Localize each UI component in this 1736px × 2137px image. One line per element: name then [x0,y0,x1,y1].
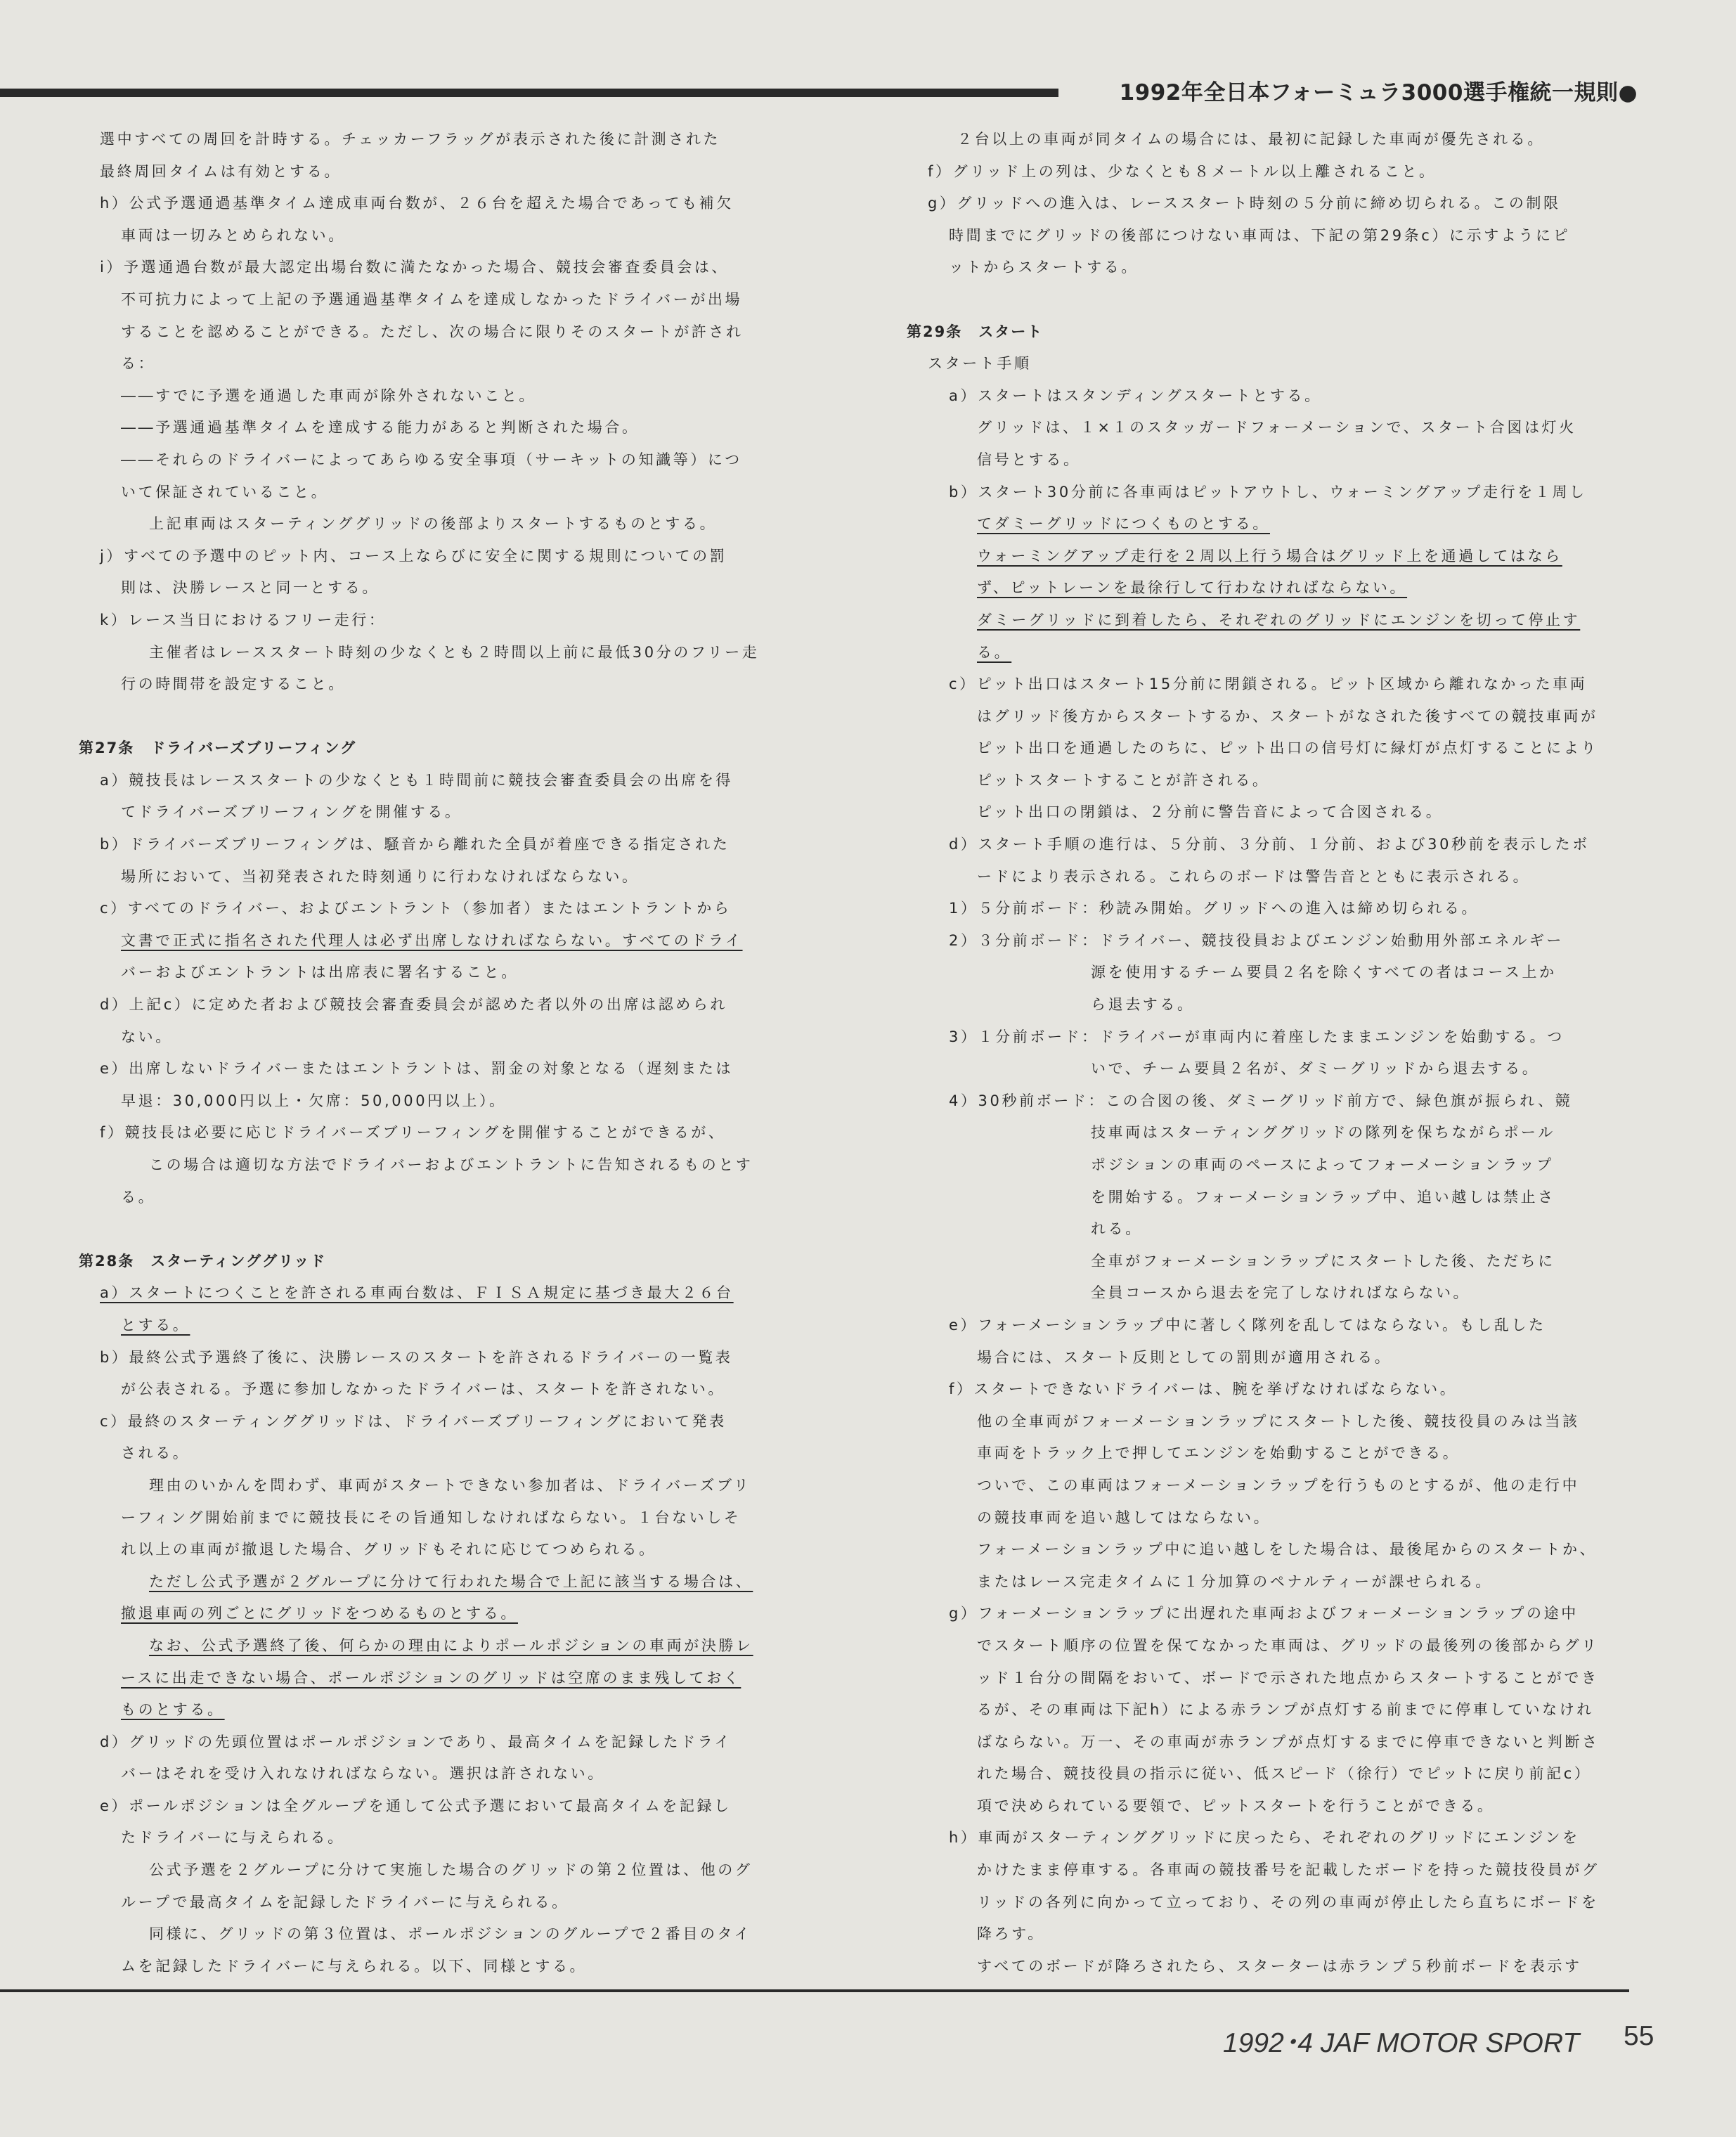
text-line: れた場合、競技役員の指示に従い、低スピード（徐行）でピットに戻り前記c） [977,1765,1592,1783]
text-line: たドライバーに与えられる。 [121,1829,345,1847]
text-line: することを認めることができる。ただし、次の場合に限りそのスタートが許され [121,323,744,340]
text-line: ポジションの車両のペースによってフォーメーションラップ [1091,1156,1554,1173]
text-line: ーフィング開始前までに競技長にその旨通知しなければならない。１台ないしそ [121,1509,741,1526]
text-line: 他の全車両がフォーメーションラップにスタートした後、競技役員のみは当該 [977,1412,1580,1430]
text-line: b）スタート30分前に各車両はピットアウトし、ウォーミングアップ走行を１周し [949,483,1587,501]
text-line: が公表される。予選に参加しなかったドライバーは、スタートを許されない。 [121,1381,725,1398]
text-line: 4）30秒前ボード：この合図の後、ダミーグリッド前方で、緑色旗が振られ、競 [949,1092,1573,1109]
header-rule [0,89,1058,97]
text-line: いで、チーム要員２名が、ダミーグリッドから退去する。 [1091,1060,1540,1078]
footer-magazine-title: 1992･4 JAF MOTOR SPORT [1223,2028,1580,2058]
text-line: スタート手順 [928,355,1032,373]
text-line: i）予選通過台数が最大認定出場台数に満たなかった場合、競技会審査委員会は、 [100,259,730,276]
text-line: ものとする。 [121,1701,225,1719]
text-line: る。 [121,1188,156,1206]
text-line: ――予選通過基準タイムを達成する能力があると判断された場合。 [121,419,640,437]
text-line: 同様に、グリッドの第３位置は、ポールポジションのグループで２番目のタイ [149,1925,752,1943]
text-line: 主催者はレーススタート時刻の少なくとも２時間以上前に最低30分のフリー走 [149,643,760,661]
text-line: 不可抗力によって上記の予選通過基準タイムを達成しなかったドライバーが出場 [121,290,743,308]
text-line: グリッドは、１×１のスタッガードフォーメーションで、スタート合図は灯火 [977,419,1576,437]
text-line: 技車両はスターティンググリッドの隊列を保ちながらポール [1091,1124,1555,1142]
text-line: かけたまま停車する。各車両の競技番号を記載したボードを持った競技役員がグ [977,1861,1600,1879]
text-line: される。 [121,1445,190,1462]
text-line: とする。 [121,1316,190,1334]
text-line: d）上記c）に定めた者および競技会審査委員会が認めた者以外の出席は認められ [100,996,728,1014]
text-line: 文書で正式に指名された代理人は必ず出席しなければならない。すべてのドライ [121,931,743,949]
text-line: b）最終公式予選終了後に、決勝レースのスタートを許されるドライバーの一覧表 [100,1348,733,1366]
text-line: ばならない。万一、その車両が赤ランプが点灯するまでに停車できないと判断さ [977,1733,1600,1750]
spacer [79,701,810,733]
text-line: e）フォーメーションラップ中に著しく隊列を乱してはならない。もし乱した [949,1316,1546,1334]
text-line: ただし公式予選が２グループに分けて行われた場合で上記に該当する場合は、 [149,1573,753,1590]
spacer [79,1213,810,1246]
text-line: a）スタートにつくことを許される車両台数は、ＦＩＳＡ規定に基づき最大２６台 [100,1284,734,1302]
text-line: 選中すべての周回を計時する。チェッカーフラッグが表示された後に計測された [100,131,721,148]
left-column [79,124,810,1982]
text-line: j）すべての予選中のピット内、コース上ならびに安全に関する規則についての罰 [100,547,727,564]
text-line: ら退去する。 [1091,996,1195,1014]
text-line: 全員コースから退去を完了しなければならない。 [1091,1284,1471,1302]
text-line: でスタート順序の位置を保てなかった車両は、グリッドの最後列の後部からグリ [977,1636,1599,1654]
text-line: 理由のいかんを問わず、車両がスタートできない参加者は、ドライバーズブリ [149,1476,751,1494]
text-line: ピットスタートすることが許される。 [977,771,1270,789]
text-line: る。 [977,643,1012,661]
page-number: 55 [1624,2021,1654,2051]
text-line: d）スタート手順の進行は、５分前、３分前、１分前、および30秒前を表示したボ [949,836,1590,853]
text-line: を開始する。フォーメーションラップ中、追い越しは禁止さ [1091,1188,1555,1206]
text-line: てダミーグリッドにつくものとする。 [977,515,1270,533]
text-line: 項で決められている要領で、ピットスタートを行うことができる。 [977,1797,1495,1814]
text-line: ードにより表示される。これらのボードは警告音とともに表示される。 [977,867,1531,885]
text-line: 車両をトラック上で押してエンジンを始動することができる。 [977,1445,1460,1462]
text-line: ッド１台分の間隔をおいて、ボードで示された地点からスタートすることができ [977,1669,1599,1686]
text-line: a）スタートはスタンディングスタートとする。 [949,387,1322,404]
text-line: 最終周回タイムは有効とする。 [100,162,342,180]
text-line: れ以上の車両が撤退した場合、グリッドもそれに応じてつめられる。 [121,1541,656,1558]
text-line: 則は、決勝レースと同一とする。 [121,579,380,597]
text-line: 3）１分前ボード：ドライバーが車両内に着座したままエンジンを始動する。つ [949,1028,1565,1045]
text-line: 場合には、スタート反則としての罰則が適用される。 [977,1348,1392,1366]
text-line: なお、公式予選終了後、何らかの理由によりポールポジションの車両が決勝レ [149,1636,753,1654]
text-line: ２台以上の車両が同タイムの場合には、最初に記録した車両が優先される。 [957,131,1545,148]
text-line: ない。 [121,1028,173,1045]
text-line: ダミーグリッドに到着したら、それぞれのグリッドにエンジンを切って停止す [977,611,1581,628]
text-line: 上記車両はスターティンググリッドの後部よりスタートするものとする。 [149,515,718,533]
text-line: 全車がフォーメーションラップにスタートした後、ただちに [1091,1252,1555,1270]
text-line: c）ピット出口はスタート15分前に閉鎖される。ピット区域から離れなかった車両 [949,676,1588,693]
text-line: k）レース当日におけるフリー走行： [100,611,387,628]
text-line: ムを記録したドライバーに与えられる。以下、同様とする。 [121,1957,588,1975]
text-line: g）グリッドへの進入は、レーススタート時刻の５分前に締め切られる。この制限 [928,195,1561,212]
text-line: 車両は一切みとめられない。 [121,226,346,244]
text-line: 1）５分前ボード：秒読み開始。グリッドへの進入は締め切られる。 [949,900,1479,917]
text-line: この場合は適切な方法でドライバーおよびエントラントに告知されるものとす [149,1156,753,1173]
text-line: h）公式予選通過基準タイム達成車両台数が、２６台を超えた場合であっても補欠 [100,195,734,212]
text-line: またはレース完走タイムに１分加算のペナルティーが課せられる。 [977,1573,1493,1590]
text-line: バーおよびエントラントは出席表に署名すること。 [121,964,519,981]
text-line: a）競技長はレーススタートの少なくとも１時間前に競技会審査委員会の出席を得 [100,771,734,789]
text-line: ――それらのドライバーによってあらゆる安全事項（サーキットの知識等）につ [121,451,742,468]
text-line: リッドの各列に向かって立っており、その列の車両が停止したら直ちにボードを [977,1893,1599,1911]
text-line: ピット出口を通過したのちに、ピット出口の信号灯に緑灯が点灯することにより [977,740,1598,757]
text-line: 源を使用するチーム要員２名を除くすべての者はコース上か [1091,964,1557,981]
text-line: るが、その車両は下記h）による赤ランプが点灯する前までに停車していなけれ [977,1701,1594,1719]
page-header-title: 1992年全日本フォーミュラ3000選手権統一規則● [1119,80,1638,105]
text-line: f）グリッド上の列は、少なくとも８メートル以上離されること。 [928,162,1437,180]
article-heading: 第29条 スタート [907,323,1044,340]
text-line: 時間までにグリッドの後部につけない車両は、下記の第29条c）に示すようにピ [949,226,1571,244]
text-line: c）すべてのドライバー、およびエントラント（参加者）またはエントラントから [100,900,732,917]
text-line: すべてのボードが降ろされたら、スターターは赤ランプ５秒前ボードを表示す [977,1957,1582,1975]
text-line: ットからスタートする。 [949,259,1139,276]
article-heading: 第27条 ドライバーズブリーフィング [79,740,357,757]
text-line: れる。 [1091,1220,1143,1238]
text-line: 2）３分前ボード：ドライバー、競技役員およびエンジン始動用外部エネルギー [949,931,1565,949]
text-line: h）車両がスターティンググリッドに戻ったら、それぞれのグリッドにエンジンを [949,1829,1580,1847]
text-line: ついで、この車両はフォーメーションラップを行うものとするが、他の走行中 [977,1476,1580,1494]
text-line: c）最終のスターティンググリッドは、ドライバーズブリーフィングにおいて発表 [100,1412,727,1430]
text-line: 場所において、当初発表された時刻通りに行わなければならない。 [121,867,640,885]
text-line: 早退：30,000円以上・欠席：50,000円以上）。 [121,1092,507,1109]
text-line: る： [121,355,156,373]
text-line: f）スタートできないドライバーは、腕を挙げなければならない。 [949,1381,1458,1398]
text-line: 公式予選を２グループに分けて実施した場合のグリッドの第２位置は、他のグ [149,1861,753,1879]
text-line: g）フォーメーションラップに出遅れた車両およびフォーメーションラップの途中 [949,1605,1579,1622]
text-line: てドライバーズブリーフィングを開催する。 [121,803,462,821]
text-line: ースに出走できない場合、ポールポジションのグリッドは空席のまま残しておく [121,1669,741,1686]
text-line: d）グリッドの先頭位置はポールポジションであり、最高タイムを記録したドライ [100,1733,732,1750]
text-line: ループで最高タイムを記録したドライバーに与えられる。 [121,1893,569,1911]
text-line: はグリッド後方からスタートするか、スタートがなされた後すべての競技車両が [977,707,1598,725]
article-heading: 第28条 スターティンググリッド [79,1252,327,1270]
text-line: 撤退車両の列ごとにグリッドをつめるものとする。 [121,1605,518,1622]
text-line: e）出席しないドライバーまたはエントラントは、罰金の対象となる（遅刻または [100,1060,734,1078]
text-line: バーはそれを受け入れなければならない。選択は許されない。 [121,1765,605,1783]
spacer [907,284,1642,316]
text-line: ――すでに予選を通過した車両が除外されないこと。 [121,387,537,404]
text-line: ず、ピットレーンを最徐行して行わなければならない。 [977,579,1408,597]
text-line: 信号とする。 [977,451,1081,468]
text-line: b）ドライバーズブリーフィングは、騒音から離れた全員が着座できる指定された [100,836,730,853]
text-line: ウォーミングアップ走行を２周以上行う場合はグリッド上を通過してはなら [977,547,1562,564]
text-line: の競技車両を追い越してはならない。 [977,1509,1271,1526]
text-line: 行の時間帯を設定すること。 [121,676,346,693]
footer-rule [0,1989,1629,1992]
text-line: ピット出口の閉鎖は、２分前に警告音によって合図される。 [977,803,1444,821]
text-line: e）ポールポジションは全グループを通して公式予選において最高タイムを記録し [100,1797,732,1814]
text-line: f）競技長は必要に応じドライバーズブリーフィングを開催することができるが、 [100,1124,726,1142]
text-line: いて保証されていること。 [121,483,329,501]
text-line: 降ろす。 [977,1925,1045,1943]
right-column [907,124,1642,1982]
text-line: フォーメーションラップ中に追い越しをした場合は、最後尾からのスタートか、 [977,1541,1598,1558]
